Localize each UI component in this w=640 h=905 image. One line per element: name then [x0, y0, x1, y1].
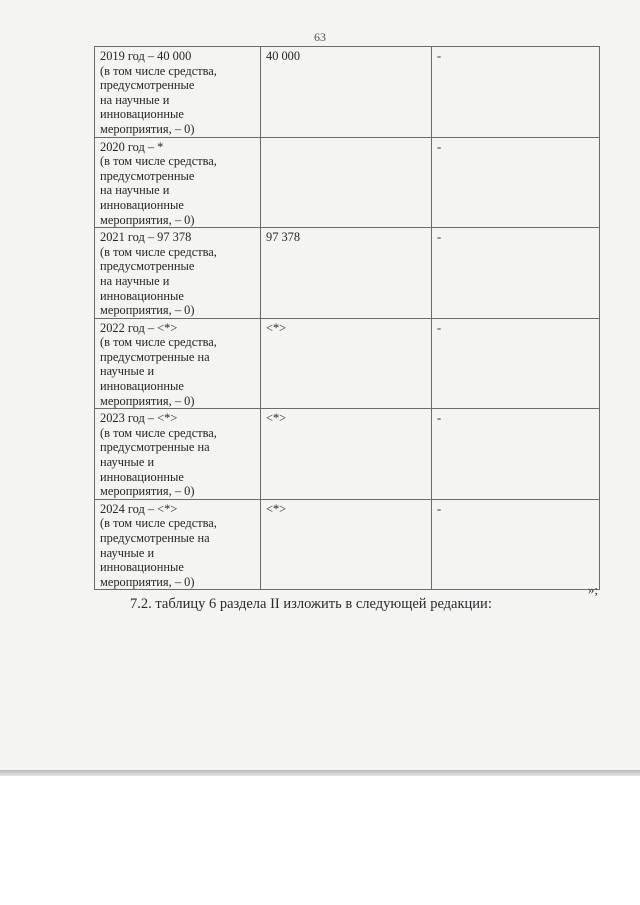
- other-cell: -: [432, 499, 600, 590]
- note-line: инновационные: [100, 288, 184, 303]
- note-line: на научные и: [100, 92, 170, 107]
- amount-cell: [261, 137, 432, 228]
- note-line: предусмотренные на: [100, 440, 210, 455]
- other-cell: -: [432, 409, 600, 500]
- note-line: предусмотренные: [100, 168, 195, 183]
- closing-quote-mark: »;: [587, 582, 598, 597]
- note-line: (в том числе средства,: [100, 425, 217, 440]
- table-row: [95, 228, 600, 319]
- note-line: инновационные: [100, 469, 184, 484]
- funding-table: [94, 46, 600, 590]
- note-line: мероприятия, – 0): [100, 212, 195, 227]
- note-line: мероприятия, – 0): [100, 121, 195, 136]
- note-line: инновационные: [100, 379, 184, 394]
- note-line: (в том числе средства,: [100, 516, 217, 531]
- year-cell: [95, 47, 261, 138]
- note-line: мероприятия, – 0): [100, 484, 195, 499]
- table-row: [95, 47, 600, 138]
- note-line: мероприятия, – 0): [100, 574, 195, 589]
- amount-cell: <*>: [261, 499, 432, 590]
- other-cell: -: [432, 137, 600, 228]
- note-line: мероприятия, – 0): [100, 303, 195, 318]
- note-line: на научные и: [100, 273, 170, 288]
- note-line: предусмотренные на: [100, 349, 210, 364]
- note-line: мероприятия, – 0): [100, 393, 195, 408]
- other-cell: -: [432, 47, 600, 138]
- amount-cell: <*>: [261, 318, 432, 409]
- other-cell: -: [432, 228, 600, 319]
- year-label: 2019 год – 40 000: [100, 49, 192, 63]
- note-line: (в том числе средства,: [100, 244, 217, 259]
- amount-cell: <*>: [261, 409, 432, 500]
- year-label: 2023 год – <*>: [100, 411, 178, 426]
- amount-cell: 40 000: [261, 47, 432, 138]
- page-number: 63: [314, 30, 326, 44]
- note-line: научные и: [100, 545, 155, 560]
- page-edge-shadow: [0, 770, 640, 776]
- amendment-paragraph: 7.2. таблицу 6 раздела II изложить в следующей редакции:: [130, 596, 492, 612]
- note-line: на научные и: [100, 183, 170, 198]
- year-label: 2024 год – <*>: [100, 501, 178, 516]
- year-cell: [95, 137, 261, 228]
- note-line: предусмотренные на: [100, 531, 210, 545]
- table-row: [95, 409, 600, 500]
- table-row: [95, 137, 600, 228]
- note-line: (в том числе средства,: [100, 335, 217, 350]
- year-cell: [95, 499, 261, 590]
- note-line: предусмотренные: [100, 78, 195, 93]
- year-cell: [95, 228, 261, 319]
- amount-cell: 97 378: [261, 228, 432, 319]
- other-cell: -: [432, 318, 600, 409]
- year-label: 2022 год – <*>: [100, 320, 178, 335]
- year-label: 2020 год – *: [100, 139, 164, 154]
- year-label: 2021 год – 97 378: [100, 230, 192, 245]
- note-line: предусмотренные: [100, 259, 195, 274]
- note-line: научные и: [100, 455, 155, 470]
- year-cell: [95, 318, 261, 409]
- table-row: [95, 499, 600, 590]
- note-line: научные и: [100, 364, 155, 379]
- note-line: (в том числе средства,: [100, 63, 217, 78]
- table-row: [95, 318, 600, 409]
- note-line: инновационные: [100, 560, 184, 575]
- note-line: инновационные: [100, 107, 184, 122]
- note-line: инновационные: [100, 197, 184, 212]
- note-line: (в том числе средства,: [100, 154, 217, 169]
- year-cell: [95, 409, 261, 500]
- funding-table-body: [95, 47, 600, 590]
